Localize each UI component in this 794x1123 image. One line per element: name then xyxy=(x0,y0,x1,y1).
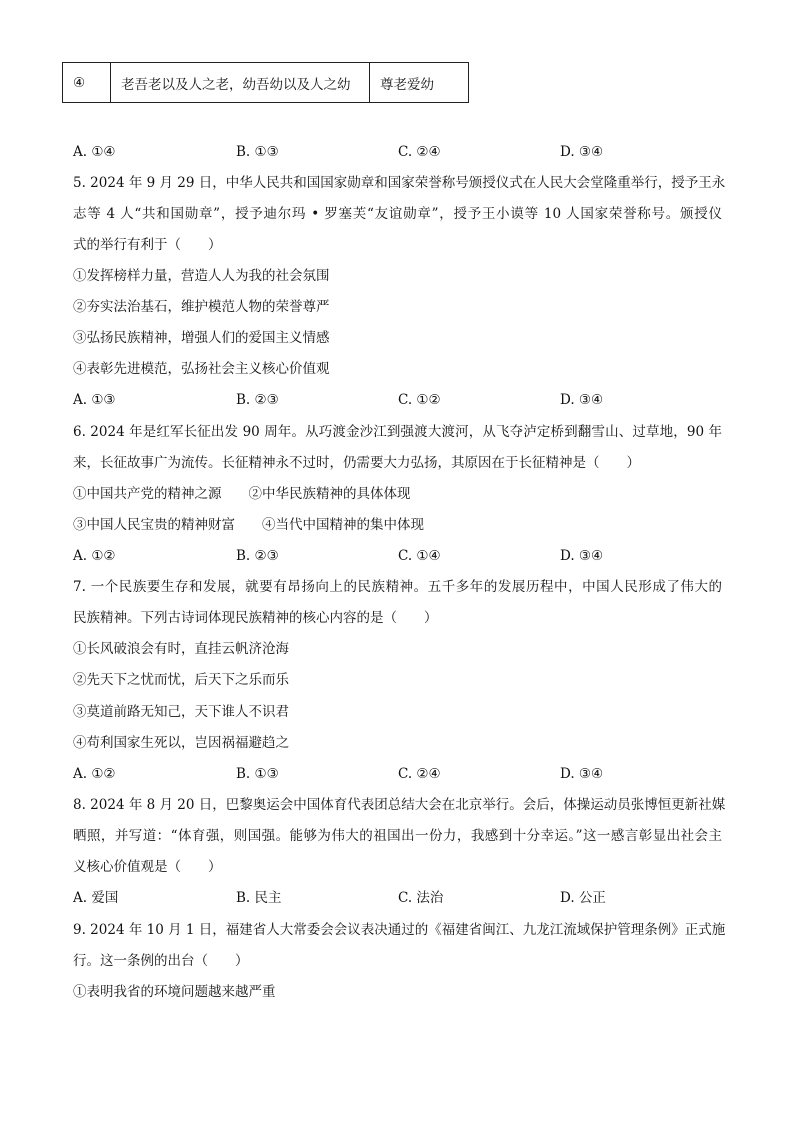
q5-options xyxy=(73,391,733,409)
q5-item-4: ④表彰先进模范，弘扬社会主义核心价值观 xyxy=(73,361,330,377)
option-c: C. ①② xyxy=(398,392,441,408)
q7-stem-line-2: 民族精神。下列古诗词体现民族精神的核心内容的是（ ） xyxy=(73,610,438,626)
q5-stem-line-3: 式的举行有利于（ ） xyxy=(73,237,222,253)
option-a: A. ①③ xyxy=(73,392,116,408)
answer-table-fragment xyxy=(62,62,469,103)
table-cell-quote: 老吾老以及人之老，幼吾幼以及人之幼 xyxy=(111,63,370,103)
option-d: D. 公正 xyxy=(560,890,606,906)
q5-item-1: ①发挥榜样力量，营造人人为我的社会氛围 xyxy=(73,268,330,284)
option-b: B. ②③ xyxy=(236,548,279,564)
option-a: A. ①② xyxy=(73,548,116,564)
q7-item-3: ③莫道前路无知己，天下谁人不识君 xyxy=(73,704,289,720)
option-b: B. ①③ xyxy=(236,144,279,160)
q8-stem-line-1: 8. 2024 年 8 月 20 日，巴黎奥运会中国体育代表团总结大会在北京举行。会后，体操运动员张博恒更新社媒 xyxy=(73,797,726,813)
option-c: C. ①④ xyxy=(398,548,441,564)
q6-item-row-1: ①中国共产党的精神之源 ②中华民族精神的具体体现 xyxy=(73,486,411,502)
q7-options xyxy=(73,765,733,783)
q5-stem-line-2: 志等 4 人“共和国勋章”，授予迪尔玛 • 罗塞芙“友谊勋章”，授予王小谟等 10 人国家荣誉称号。颁授仪 xyxy=(73,206,722,222)
option-d: D. ③④ xyxy=(560,392,604,408)
option-d: D. ③④ xyxy=(560,144,604,160)
q6-stem-line-2: 来，长征故事广为流传。长征精神永不过时，仍需要大力弘扬，其原因在于长征精神是（ ） xyxy=(73,455,640,471)
option-b: B. 民主 xyxy=(236,890,282,906)
option-c: C. 法治 xyxy=(398,890,444,906)
option-c: C. ②④ xyxy=(398,766,441,782)
q7-item-1: ①长风破浪会有时，直挂云帆济沧海 xyxy=(73,641,289,657)
option-a: A. ①④ xyxy=(73,144,116,160)
q9-stem-line-1: 9. 2024 年 10 月 1 日，福建省人大常委会会议表决通过的《福建省闽江、九龙江流域保护管理条例》正式施 xyxy=(73,922,726,938)
option-a: A. ①② xyxy=(73,766,116,782)
q5-stem-line-1: 5. 2024 年 9 月 29 日，中华人民共和国国家勋章和国家荣誉称号颁授仪式在人民大会堂隆重举行，授予王永 xyxy=(73,175,726,191)
q9-item-1: ①表明我省的环境问题越来越严重 xyxy=(73,984,276,1000)
q7-item-4: ④苟利国家生死以，岂因祸福避趋之 xyxy=(73,735,289,751)
option-b: B. ②③ xyxy=(236,392,279,408)
q9-stem-line-2: 行。这一条例的出台（ ） xyxy=(73,953,249,969)
option-d: D. ③④ xyxy=(560,766,604,782)
q6-stem-line-1: 6. 2024 年是红军长征出发 90 周年。从巧渡金沙江到强渡大渡河，从飞夺泸定桥到翻雪山、过草地，90 年 xyxy=(73,424,722,440)
q5-item-2: ②夯实法治基石，维护模范人物的荣誉尊严 xyxy=(73,299,330,315)
q4-options xyxy=(73,143,733,161)
table-row xyxy=(63,63,469,103)
option-c: C. ②④ xyxy=(398,144,441,160)
option-d: D. ③④ xyxy=(560,548,604,564)
q8-stem-line-2: 晒照，并写道：“体育强，则国强。能够为伟大的祖国出一份力，我感到十分幸运。”这一感言彰显出社会主 xyxy=(73,828,722,844)
q5-item-3: ③弘扬民族精神，增强人们的爱国主义情感 xyxy=(73,330,330,346)
table-cell-number: ④ xyxy=(63,63,111,103)
option-b: B. ①③ xyxy=(236,766,279,782)
q8-stem-line-3: 义核心价值观是（ ） xyxy=(73,859,222,875)
q7-item-2: ②先天下之忧而忧，后天下之乐而乐 xyxy=(73,672,289,688)
q8-options xyxy=(73,889,733,907)
table-cell-meaning: 尊老爱幼 xyxy=(370,63,469,103)
q6-options xyxy=(73,547,733,565)
q7-stem-line-1: 7. 一个民族要生存和发展，就要有昂扬向上的民族精神。五千多年的发展历程中，中国人民形成了伟大的 xyxy=(73,579,722,595)
option-a: A. 爱国 xyxy=(73,890,119,906)
q6-item-row-2: ③中国人民宝贵的精神财富 ④当代中国精神的集中体现 xyxy=(73,517,424,533)
